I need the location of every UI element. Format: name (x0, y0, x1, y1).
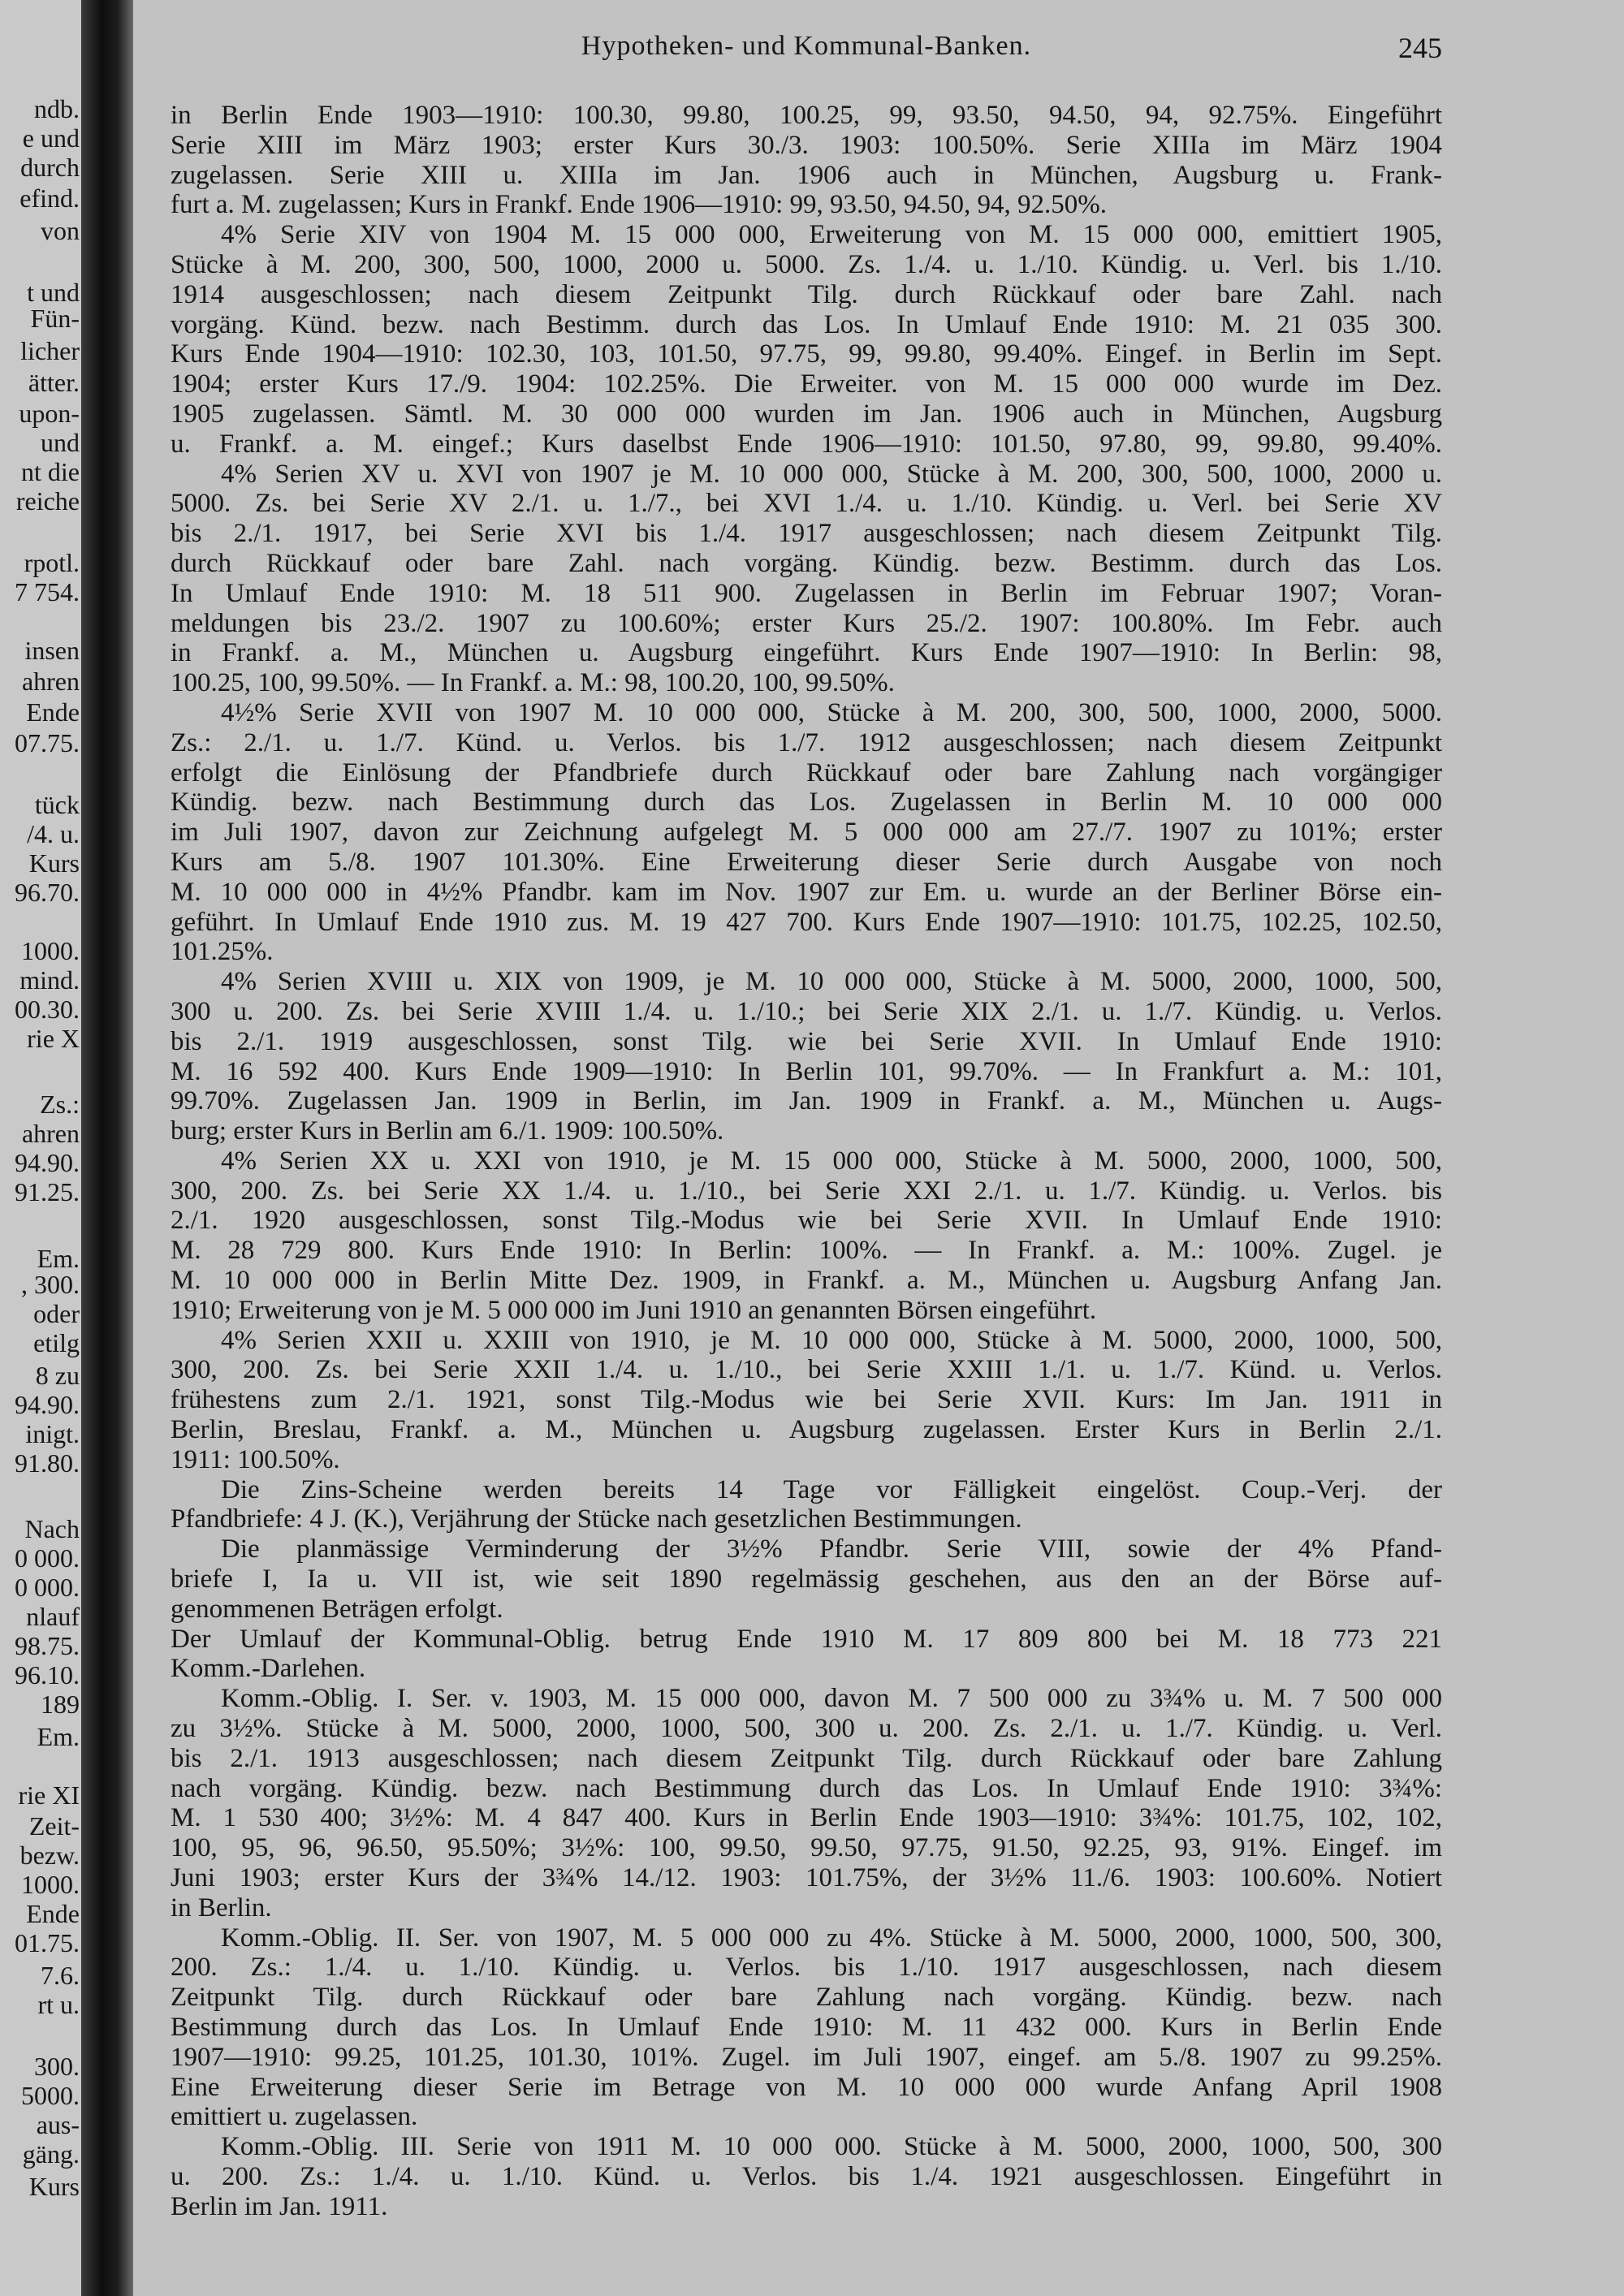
text-line: 1904; erster Kurs 17./9. 1904: 102.25%. Die Erweiter. von M. 15 000 000 wurde im Dez. (171, 369, 1442, 399)
text-line: 99.70%. Zugelassen Jan. 1909 in Berlin, im Jan. 1909 in Frankf. a. M., München u. Augs- (171, 1086, 1442, 1116)
margin-fragment: Em. (37, 1722, 80, 1751)
text-line: geführt. In Umlauf Ende 1910 zus. M. 19 427 700. Kurs Ende 1907—1910: 101.75, 102.25, 102.50, (171, 907, 1442, 937)
text-line: 5000. Zs. bei Serie XV 2./1. u. 1./7., bei XVI 1./4. u. 1./10. Kündig. u. Verl. bei Serie XV (171, 489, 1442, 519)
text-line: 300 u. 200. Zs. bei Serie XVIII 1./4. u. 1./10.; bei Serie XIX 2./1. u. 1./7. Kündig. u. Verlos. (171, 996, 1442, 1026)
text-line: Berlin im Jan. 1911. (171, 2191, 388, 2221)
text-line: M. 1 530 400; 3½%: M. 4 847 400. Kurs in Berlin Ende 1903—1910: 3¾%: 101.75, 102, 102, (171, 1803, 1442, 1833)
text-line: 100, 95, 96, 96.50, 95.50%; 3½%: 100, 99.50, 99.50, 97.75, 91.50, 92.25, 93, 91%. Eingef. im (171, 1833, 1442, 1863)
text-line: bis 2./1. 1919 ausgeschlossen, sonst Tilg. wie bei Serie XVII. In Umlauf Ende 1910: (171, 1026, 1442, 1056)
text-line: frühestens zum 2./1. 1921, sonst Tilg.-Modus wie bei Serie XVII. Kurs: Im Jan. 1911 in (171, 1385, 1442, 1415)
margin-fragment: Ende (26, 1899, 80, 1928)
text-line: Die Zins-Scheine werden bereits 14 Tage vor Fälligkeit eingelöst. Coup.-Verj. der (221, 1474, 1442, 1504)
margin-fragment: von (41, 216, 80, 245)
margin-fragment: 01.75. (15, 1928, 80, 1957)
text-line: zugelassen. Serie XIII u. XIIIa im Jan. 1906 auch in München, Augsburg u. Frank- (171, 160, 1442, 190)
margin-fragment: nt die (21, 457, 80, 486)
text-line: genommenen Beträgen erfolgt. (171, 1594, 503, 1624)
adjacent-page-margin (0, 0, 84, 2296)
text-line: 4% Serien XX u. XXI von 1910, je M. 15 000 000, Stücke à M. 5000, 2000, 1000, 500, (221, 1146, 1442, 1176)
text-line: in Berlin. (171, 1892, 272, 1923)
margin-fragment: tück (34, 790, 80, 819)
text-line: Komm.-Oblig. III. Serie von 1911 M. 10 000 000. Stücke à M. 5000, 2000, 1000, 500, 300 (221, 2132, 1442, 2162)
text-line: zu 3½%. Stücke à M. 5000, 2000, 1000, 500, 300 u. 200. Zs. 2./1. u. 1./7. Kündig. u. Verl. (171, 1714, 1442, 1744)
text-line: Die planmässige Verminderung der 3½% Pfandbr. Serie VIII, sowie der 4% Pfand- (221, 1534, 1442, 1564)
margin-fragment: Zs.: (40, 1090, 80, 1119)
margin-fragment: 91.25. (15, 1177, 80, 1206)
margin-fragment: rpotl. (24, 548, 80, 577)
text-line: 1907—1910: 99.25, 101.25, 101.30, 101%. Zugel. im Juli 1907, eingef. am 5./8. 1907 zu 99.25%. (171, 2042, 1442, 2072)
text-line: im Juli 1907, davon zur Zeichnung aufgelegt M. 5 000 000 am 27./7. 1907 zu 101%; erster (171, 818, 1442, 848)
margin-fragment: t und (27, 278, 80, 307)
text-line: Stücke à M. 200, 300, 500, 1000, 2000 u. 5000. Zs. 1./4. u. 1./10. Kündig. u. Verl. bis 1./10. (171, 249, 1442, 279)
text-line: briefe I, Ia u. VII ist, wie seit 1890 regelmässig geschehen, aus den an der Börse auf- (171, 1564, 1442, 1595)
margin-fragment: bezw. (19, 1841, 80, 1870)
margin-fragment: ahren (21, 1119, 80, 1148)
margin-fragment: nlauf (26, 1602, 80, 1631)
margin-fragment: 1000. (21, 936, 80, 965)
text-line: in Frankf. a. M., München u. Augsburg eingeführt. Kurs Ende 1907—1910: In Berlin: 98, (171, 638, 1442, 668)
margin-fragment: 189 (41, 1690, 80, 1719)
running-title: Hypotheken- und Kommunal-Banken. (581, 31, 1032, 61)
book-binding-gutter (81, 0, 133, 2296)
margin-fragment: ndb. (34, 94, 80, 123)
margin-fragment: Nach (24, 1514, 80, 1543)
margin-fragment: durch (20, 153, 80, 182)
text-line: Kurs am 5./8. 1907 101.30%. Eine Erweiterung dieser Serie durch Ausgabe von noch (171, 847, 1442, 877)
text-line: In Umlauf Ende 1910: M. 18 511 900. Zugelassen in Berlin im Februar 1907; Voran- (171, 578, 1442, 608)
margin-fragment: 07.75. (15, 728, 80, 757)
margin-fragment: 7.6. (41, 1961, 80, 1990)
margin-fragment: oder (33, 1299, 80, 1328)
margin-fragment: ahren (21, 667, 80, 696)
margin-fragment: Kurs (28, 848, 80, 878)
page-header (171, 31, 1442, 67)
margin-fragment: 5000. (21, 2081, 80, 2110)
text-line: u. 200. Zs.: 1./4. u. 1./10. Künd. u. Verlos. bis 1./4. 1921 ausgeschlossen. Eingeführt in (171, 2161, 1442, 2191)
page-number: 245 (1398, 32, 1442, 64)
text-line: furt a. M. zugelassen; Kurs in Frankf. Ende 1906—1910: 99, 93.50, 94.50, 94, 92.50%. (171, 190, 1108, 220)
margin-fragment: 91.80. (15, 1448, 80, 1478)
text-line: 2./1. 1920 ausgeschlossen, sonst Tilg.-Modus wie bei Serie XVII. In Umlauf Ende 1910: (171, 1206, 1442, 1236)
text-line: Komm.-Oblig. II. Ser. von 1907, M. 5 000 000 zu 4%. Stücke à M. 5000, 2000, 1000, 500, 300, (221, 1923, 1442, 1953)
text-line: 1910; Erweiterung von je M. 5 000 000 im Juni 1910 an genannten Börsen eingeführt. (171, 1295, 1097, 1325)
text-line: bis 2./1. 1913 ausgeschlossen; nach diesem Zeitpunkt Tilg. durch Rückkauf oder bare Zahlung (171, 1743, 1442, 1773)
text-line: 4% Serien XV u. XVI von 1907 je M. 10 000 000, Stücke à M. 200, 300, 500, 1000, 2000 u. (221, 459, 1442, 489)
margin-fragment: /4. u. (27, 819, 80, 848)
text-line: Kurs Ende 1904—1910: 102.30, 103, 101.50, 97.75, 99, 99.80, 99.40%. Eingef. in Berlin im Sept. (171, 339, 1442, 369)
text-line: 4% Serien XVIII u. XIX von 1909, je M. 10 000 000, Stücke à M. 5000, 2000, 1000, 500, (221, 967, 1442, 997)
text-line: 4% Serie XIV von 1904 M. 15 000 000, Erweiterung von M. 15 000 000, emittiert 1905, (221, 220, 1442, 250)
text-line: vorgäng. Künd. bezw. nach Bestimm. durch das Los. In Umlauf Ende 1910: M. 21 035 300. (171, 309, 1442, 339)
margin-fragment: 8 zu (35, 1361, 80, 1390)
text-line: Pfandbriefe: 4 J. (K.), Verjährung der Stücke nach gesetzlichen Bestimmungen. (171, 1504, 1022, 1534)
margin-fragment: rie XI (18, 1780, 80, 1810)
text-line: u. Frankf. a. M. eingef.; Kurs daselbst Ende 1906—1910: 101.50, 97.80, 99, 99.80, 99.40%. (171, 429, 1442, 459)
margin-fragment: Zeit- (28, 1811, 80, 1841)
margin-fragment: rie X (27, 1024, 80, 1053)
margin-fragment: 96.10. (15, 1660, 80, 1690)
margin-fragment: inigt. (25, 1419, 80, 1448)
margin-fragment: 1000. (21, 1870, 80, 1899)
margin-fragment: mind. (19, 965, 80, 995)
margin-fragment: und (41, 428, 80, 457)
margin-fragment: 00.30. (15, 995, 80, 1024)
margin-fragment: upon- (19, 399, 80, 428)
text-line: nach vorgäng. Kündig. bezw. nach Bestimmung durch das Los. In Umlauf Ende 1910: 3¾%: (171, 1773, 1442, 1803)
text-line: bis 2./1. 1917, bei Serie XVI bis 1./4. 1917 ausgeschlossen; nach diesem Zeitpunkt Tilg. (171, 519, 1442, 549)
text-line: 101.25%. (171, 937, 274, 967)
margin-fragment: 96.70. (15, 878, 80, 907)
text-line: Zs.: 2./1. u. 1./7. Künd. u. Verlos. bis 1./7. 1912 ausgeschlossen; nach diesem Zeitpunkt (171, 727, 1442, 757)
margin-fragment: , 300. (21, 1270, 80, 1299)
text-line: 1914 ausgeschlossen; nach diesem Zeitpunkt Tilg. durch Rückkauf oder bare Zahl. nach (171, 279, 1442, 309)
text-line: Juni 1903; erster Kurs der 3¾% 14./12. 1903: 101.75%, der 3½% 11./6. 1903: 100.60%. Notiert (171, 1863, 1442, 1893)
text-line: Berlin, Breslau, Frankf. a. M., München u. Augsburg zugelassen. Erster Kurs in Berlin 2./1. (171, 1415, 1442, 1445)
text-line: 1911: 100.50%. (171, 1444, 340, 1474)
margin-fragment: etilg (33, 1328, 80, 1357)
margin-fragment: reiche (15, 486, 80, 516)
text-line: Komm.-Darlehen. (171, 1654, 366, 1684)
text-line: Eine Erweiterung dieser Serie im Betrage von M. 10 000 000 wurde Anfang April 1908 (171, 2072, 1442, 2102)
margin-fragment: licher (20, 336, 80, 365)
text-line: M. 10 000 000 in Berlin Mitte Dez. 1909, in Frankf. a. M., München u. Augsburg Anfang Jan. (171, 1266, 1442, 1296)
text-line: durch Rückkauf oder bare Zahl. nach vorgäng. Kündig. bezw. Bestimm. durch das Los. (171, 548, 1442, 578)
text-line: 100.25, 100, 99.50%. — In Frankf. a. M.: 98, 100.20, 100, 99.50%. (171, 668, 895, 698)
text-line: burg; erster Kurs in Berlin am 6./1. 1909: 100.50%. (171, 1116, 724, 1146)
text-line: Serie XIII im März 1903; erster Kurs 30./3. 1903: 100.50%. Serie XIIIa im März 1904 (171, 130, 1442, 160)
margin-fragment: e und (22, 123, 80, 153)
margin-fragment: 7 754. (15, 577, 80, 606)
margin-fragment: 0 000. (15, 1543, 80, 1573)
margin-fragment: Kurs (28, 2172, 80, 2201)
margin-fragment: 0 000. (15, 1573, 80, 1602)
margin-fragment: insen (24, 636, 80, 665)
text-line: 4% Serien XXII u. XXIII von 1910, je M. 10 000 000, Stücke à M. 5000, 2000, 1000, 500, (221, 1325, 1442, 1355)
text-line: Zeitpunkt Tilg. durch Rückkauf oder bare Zahlung nach vorgäng. Kündig. bezw. nach (171, 1983, 1442, 2013)
text-line: meldungen bis 23./2. 1907 zu 100.60%; erster Kurs 25./2. 1907: 100.80%. Im Febr. auch (171, 608, 1442, 638)
margin-fragment: 98.75. (15, 1631, 80, 1660)
margin-fragment: 300. (34, 2052, 80, 2081)
margin-fragment: aus- (36, 2110, 80, 2139)
text-line: Bestimmung durch das Los. In Umlauf Ende 1910: M. 11 432 000. Kurs in Berlin Ende (171, 2013, 1442, 2042)
margin-fragment: Ende (26, 697, 80, 727)
text-line: in Berlin Ende 1903—1910: 100.30, 99.80, 100.25, 99, 93.50, 94.50, 94, 92.75%. Eingeführt (171, 101, 1442, 130)
text-line: Komm.-Oblig. I. Ser. v. 1903, M. 15 000 000, davon M. 7 500 000 zu 3¾% u. M. 7 500 000 (221, 1684, 1442, 1714)
text-line: emittiert u. zugelassen. (171, 2102, 418, 2132)
margin-fragment: Fün- (30, 304, 80, 333)
text-line: M. 28 729 800. Kurs Ende 1910: In Berlin: 100%. — In Frankf. a. M.: 100%. Zugel. je (171, 1236, 1442, 1266)
margin-fragment: ätter. (28, 368, 80, 397)
margin-fragment: 94.90. (15, 1390, 80, 1419)
text-line: 200. Zs.: 1./4. u. 1./10. Kündig. u. Verlos. bis 1./10. 1917 ausgeschlossen, nach diesem (171, 1953, 1442, 1983)
text-line: M. 16 592 400. Kurs Ende 1909—1910: In Berlin 101, 99.70%. — In Frankfurt a. M.: 101, (171, 1056, 1442, 1086)
margin-fragment: 94.90. (15, 1148, 80, 1177)
text-line: Kündig. bezw. nach Bestimmung durch das Los. Zugelassen in Berlin M. 10 000 000 (171, 788, 1442, 818)
margin-fragment: Em. (37, 1244, 80, 1273)
text-line: 1905 zugelassen. Sämtl. M. 30 000 000 wurden im Jan. 1906 auch in München, Augsburg (171, 399, 1442, 429)
text-line: 300, 200. Zs. bei Serie XXII 1./4. u. 1./10., bei Serie XXIII 1./1. u. 1./7. Künd. u. Verlos. (171, 1355, 1442, 1385)
margin-fragment: gäng. (22, 2139, 80, 2169)
text-line: M. 10 000 000 in 4½% Pfandbr. kam im Nov. 1907 zur Em. u. wurde an der Berliner Börse ein- (171, 877, 1442, 907)
text-line: 4½% Serie XVII von 1907 M. 10 000 000, Stücke à M. 200, 300, 500, 1000, 2000, 5000. (221, 697, 1442, 727)
body-text (171, 101, 1442, 2222)
text-line: 300, 200. Zs. bei Serie XX 1./4. u. 1./10., bei Serie XXI 2./1. u. 1./7. Kündig. u. Verlos. bis (171, 1176, 1442, 1206)
text-line: erfolgt die Einlösung der Pfandbriefe durch Rückkauf oder bare Zahlung nach vorgängiger (171, 757, 1442, 788)
text-line: Der Umlauf der Kommunal-Oblig. betrug Ende 1910 M. 17 809 800 bei M. 18 773 221 (171, 1624, 1442, 1654)
margin-fragment: rt u. (37, 1990, 80, 2019)
margin-fragment: efind. (19, 183, 80, 213)
